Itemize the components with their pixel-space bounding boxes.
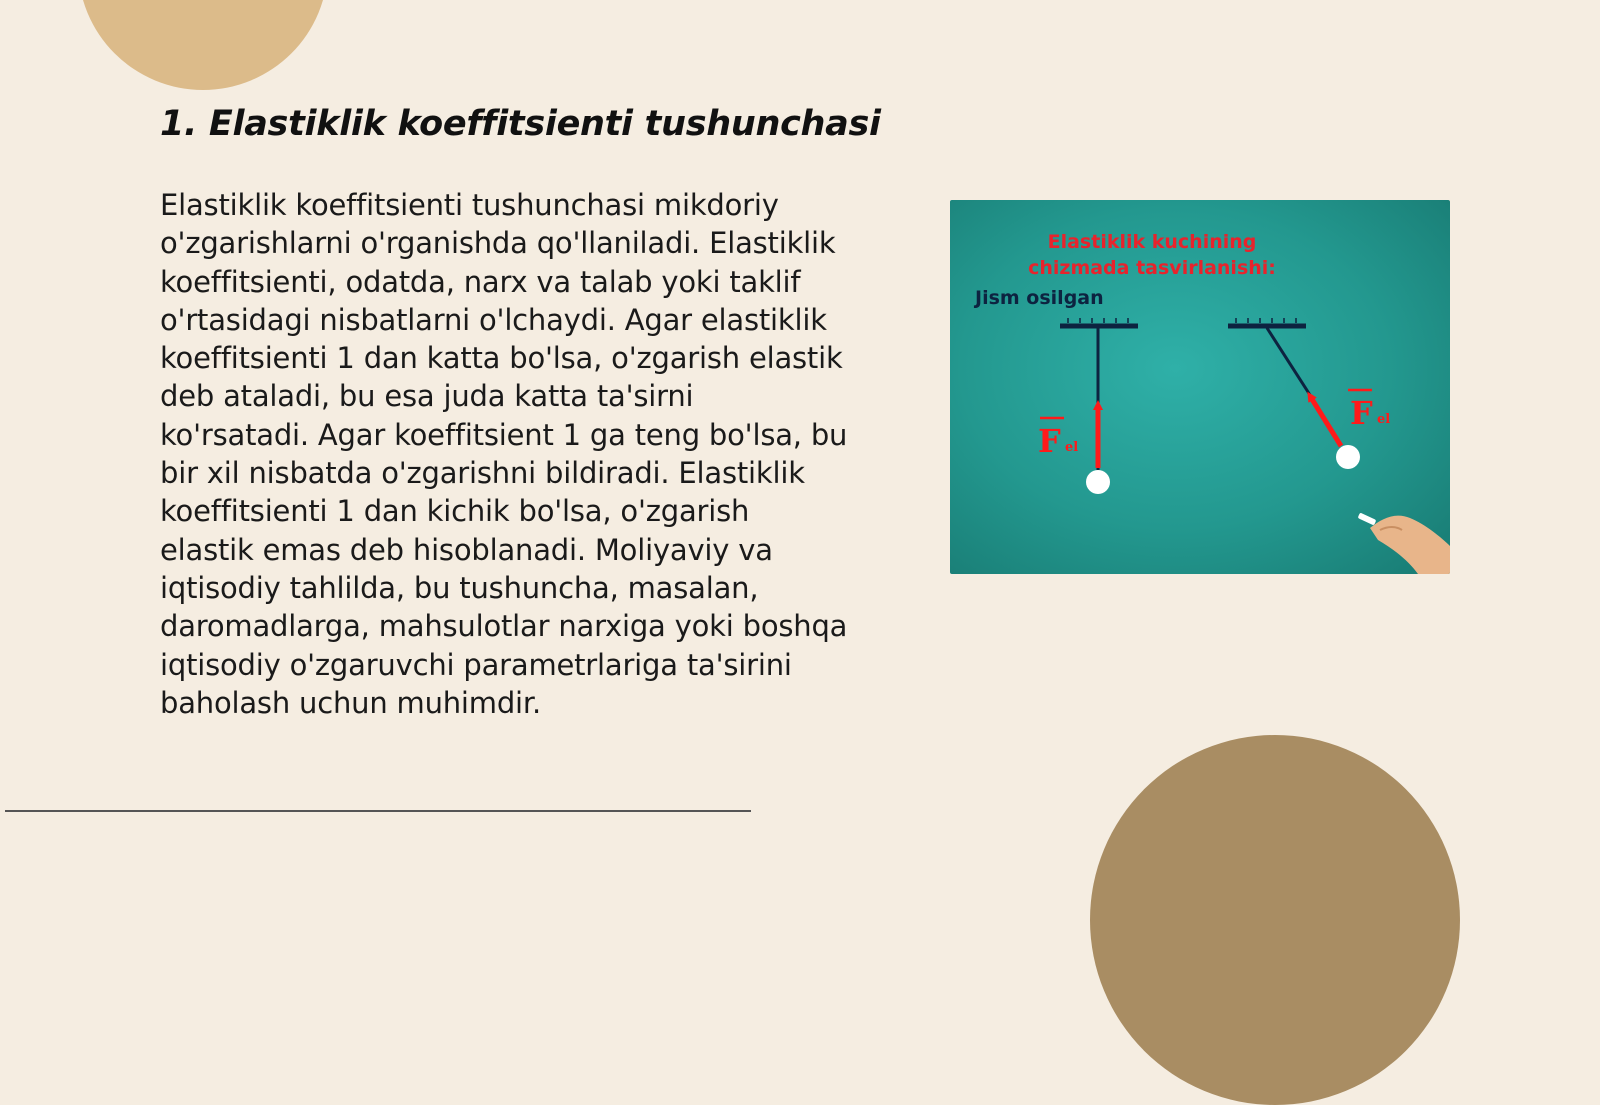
slide-body-text: Elastiklik koeffitsienti tushunchasi mikdoriy o'zgarishlarni o'rganishda qo'llaniladi. Elastiklik koeffitsienti, odatda, narx va talab yoki taklif o'rtasidagi nisbatlarni o'lchaydi. Agar elastiklik koeffitsienti 1 dan katta bo'lsa, o'zgarish elastik deb ataladi, bu esa juda katta ta'sirni ko'rsatadi. Agar koeffitsient 1 ga teng bo'lsa, bu bir xil nisbatda o'zgarishni bildiradi. Elastiklik koeffitsienti 1 dan kichik bo'lsa, o'zgarish elastik emas deb hisoblanadi. Moliyaviy va iqtisodiy tahlilda, bu tushuncha, masalan, daromadlarga, mahsulotlar narxiga yoki boshqa iqtisodiy o'zgaruvchi parametrlariga ta'sirini baholash uchun muhimdir. xyxy=(160,188,848,720)
diagram-heading-line1: Elastiklik kuchining xyxy=(1047,231,1257,253)
slide-title: 1. Elastiklik koeffitsienti tushunchasi xyxy=(160,104,881,144)
horizontal-divider xyxy=(5,810,751,812)
force-arrow xyxy=(1310,396,1341,446)
pendulum-deflected xyxy=(1228,318,1390,469)
diagram-canvas xyxy=(950,200,1450,574)
diagram-label: Jism osilgan xyxy=(975,287,1104,309)
diagram-heading-line2: chizmada tasvirlanishi: xyxy=(1028,257,1276,279)
hand-with-chalk-icon xyxy=(1358,512,1450,574)
force-subscript: el xyxy=(1065,440,1079,455)
elastic-force-diagram xyxy=(950,200,1450,574)
force-label: F xyxy=(1038,422,1061,460)
string xyxy=(1267,328,1310,395)
suspended-ball xyxy=(1086,470,1110,494)
support-hatching xyxy=(1236,318,1296,323)
force-label: F xyxy=(1350,394,1373,432)
suspended-ball xyxy=(1336,445,1360,469)
decorative-circle-top xyxy=(78,0,328,90)
pendulum-vertical xyxy=(1038,318,1138,494)
force-subscript: el xyxy=(1377,412,1391,427)
support-hatching xyxy=(1068,318,1128,323)
decorative-circle-bottom xyxy=(1090,735,1460,1105)
